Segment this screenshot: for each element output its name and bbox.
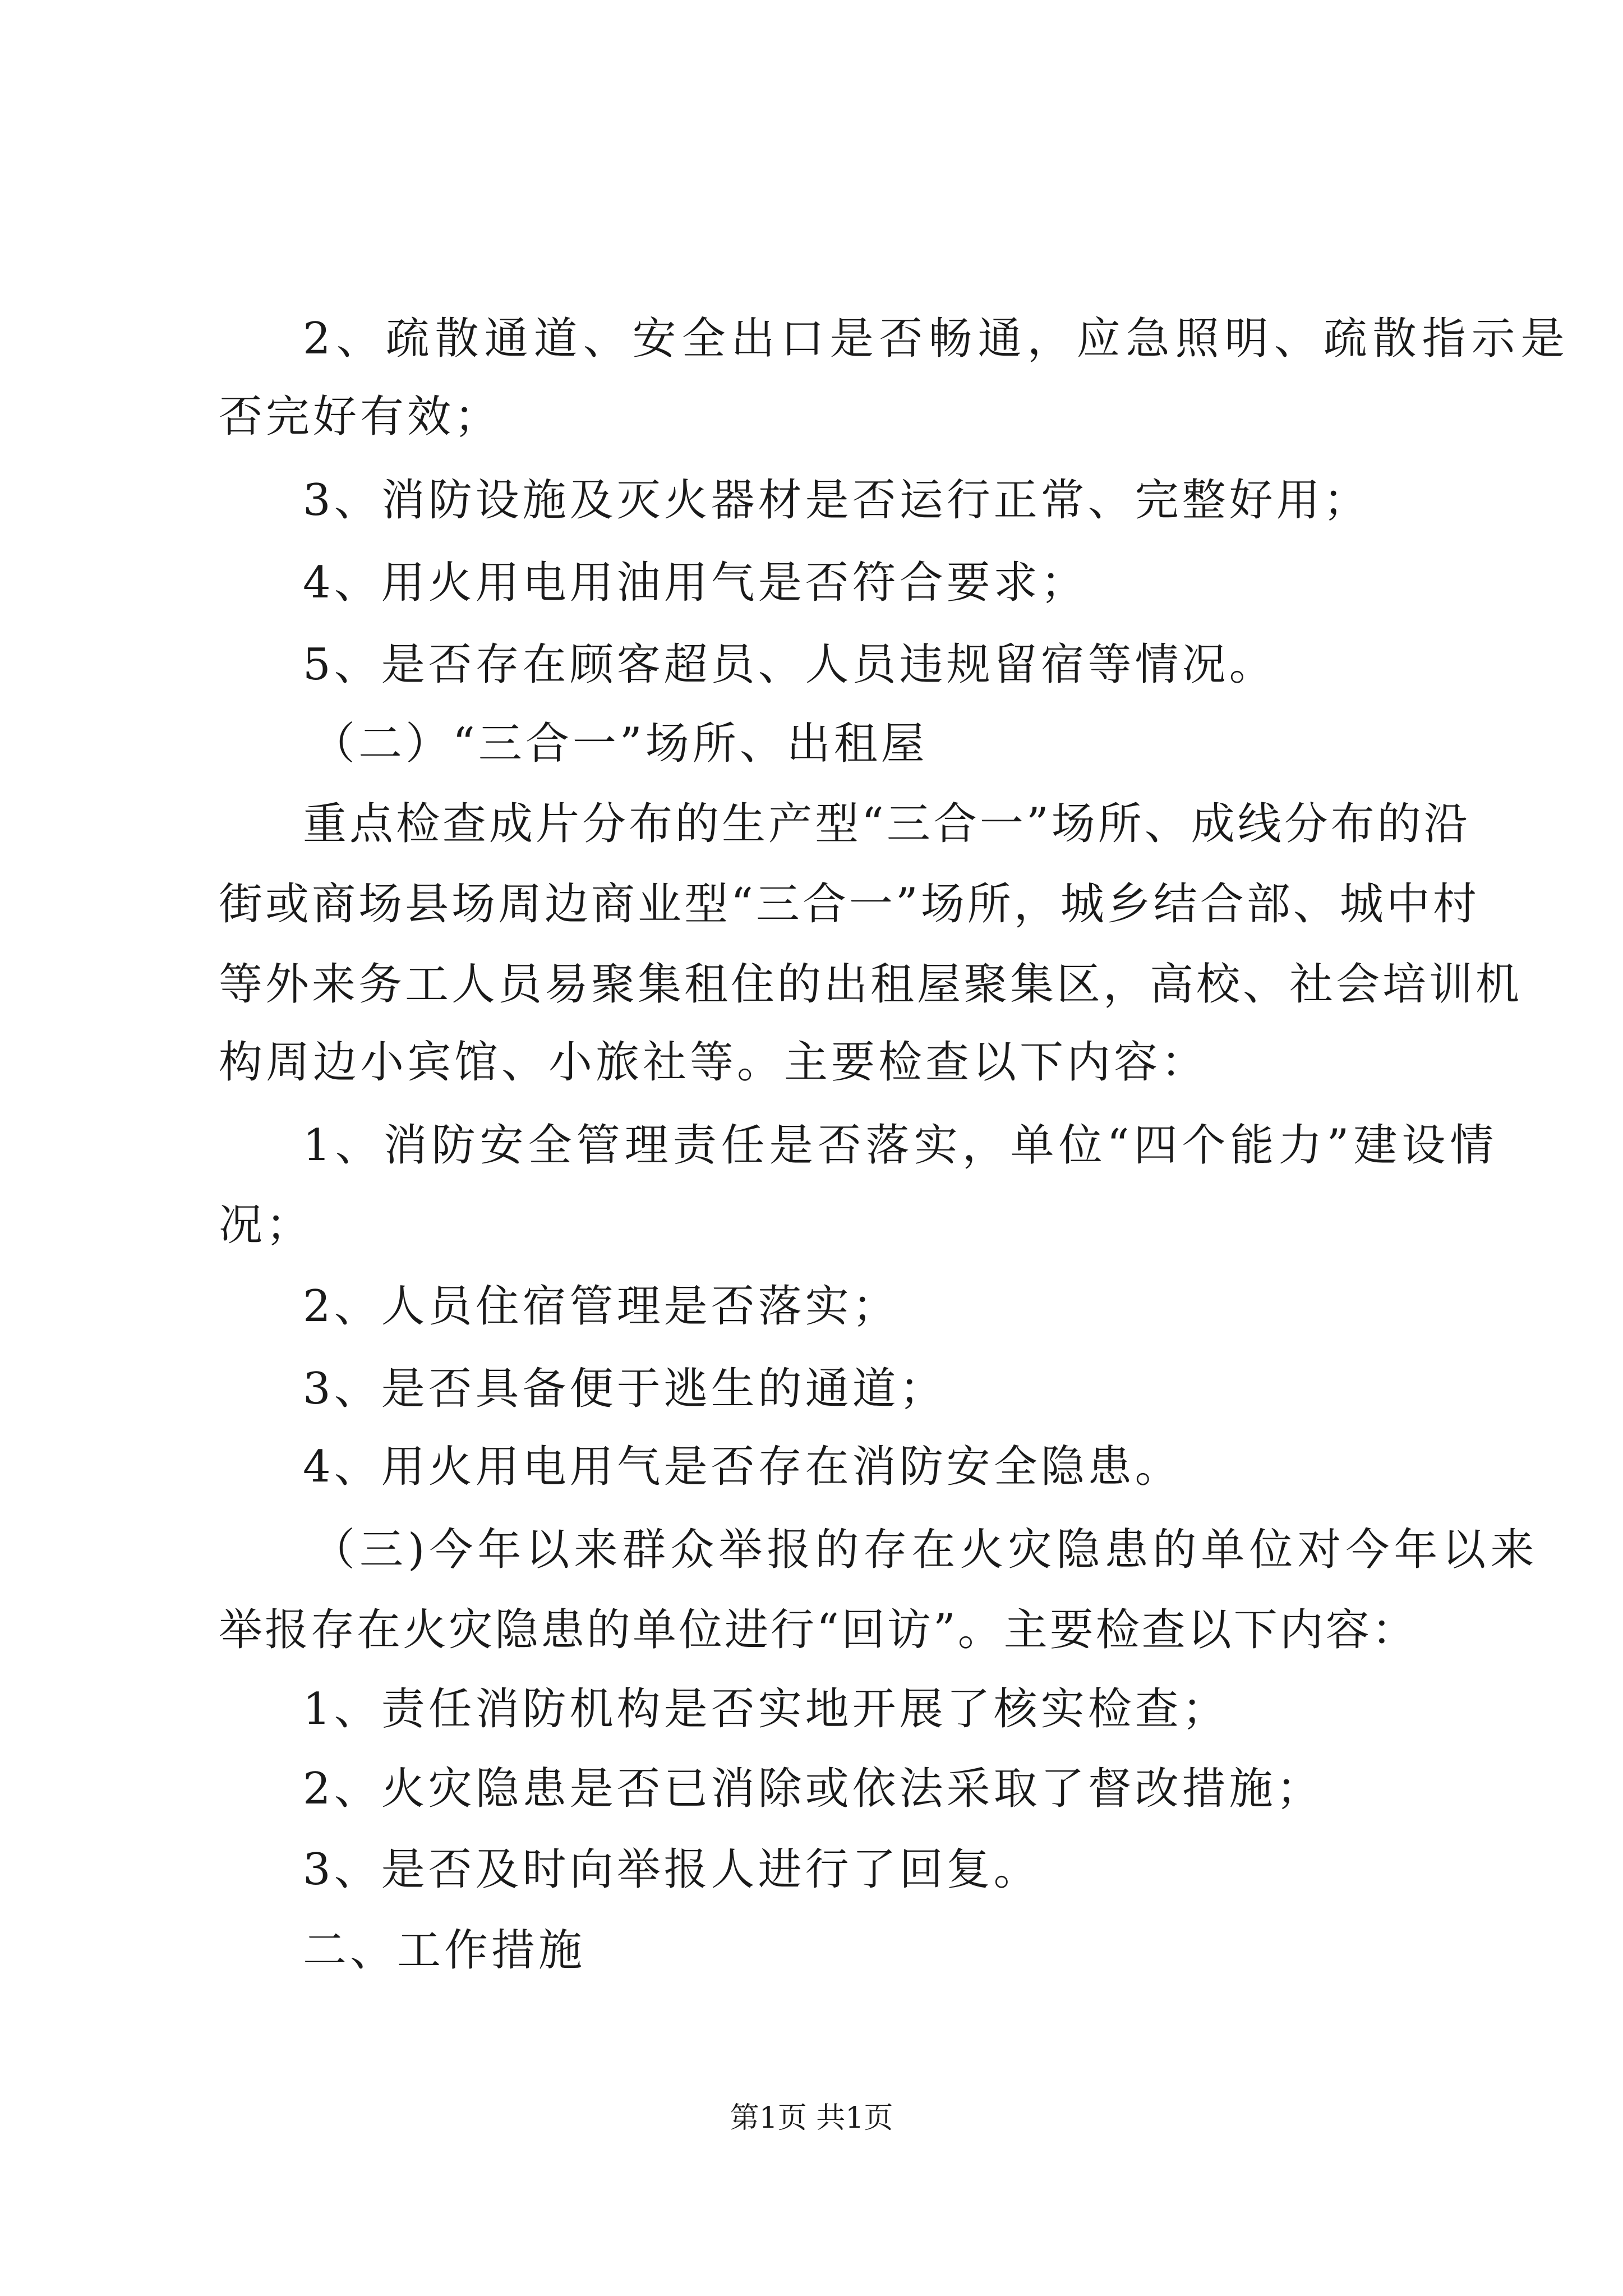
text-line: 街或商场县场周边商业型“三合一”场所，城乡结合部、城中村	[219, 879, 1479, 930]
text-line: 4、用火用电用气是否存在消防安全隐患。	[303, 1442, 1182, 1492]
text-line: 5、是否存在顾客超员、人员违规留宿等情况。	[303, 639, 1276, 690]
text-line: 重点检查成片分布的生产型“三合一”场所、成线分布的沿	[303, 799, 1470, 849]
text-line: 2、火灾隐患是否已消除或依法采取了督改措施；	[303, 1764, 1324, 1814]
text-line: 2、人员住宿管理是否落实；	[303, 1281, 900, 1332]
section-heading: （二）“三合一”场所、出租屋	[311, 719, 928, 769]
text-line: 况；	[219, 1200, 313, 1250]
page-footer: 第1页 共1页	[730, 2101, 893, 2135]
text-line: 3、是否及时向举报人进行了回复。	[303, 1844, 1041, 1895]
text-line: 等外来务工人员易聚集租住的出租屋聚集区，高校、社会培训机	[219, 959, 1523, 1010]
text-line: 举报存在火灾隐患的单位进行“回访”。主要检查以下内容：	[219, 1605, 1418, 1655]
text-line: 构周边小宾馆、小旅社等。主要检查以下内容：	[219, 1037, 1209, 1088]
text-line: 3、是否具备便于逃生的通道；	[303, 1364, 947, 1414]
text-line: 2、疏散通道、安全出口是否畅通，应急照明、疏散指示是	[303, 314, 1570, 364]
text-line: 否完好有效；	[219, 392, 502, 442]
text-line: 1、责任消防机构是否实地开展了核实检查；	[303, 1684, 1229, 1734]
section-heading: （三)今年以来群众举报的存在火灾隐患的单位对今年以来	[311, 1525, 1539, 1575]
text-line: 3、消防设施及灭火器材是否运行正常、完整好用；	[303, 475, 1371, 526]
text-line: 1、消防安全管理责任是否落实，单位“四个能力”建设情	[303, 1120, 1498, 1171]
text-line: 4、用火用电用油用气是否符合要求；	[303, 558, 1088, 608]
section-heading: 二、工作措施	[303, 1925, 586, 1976]
